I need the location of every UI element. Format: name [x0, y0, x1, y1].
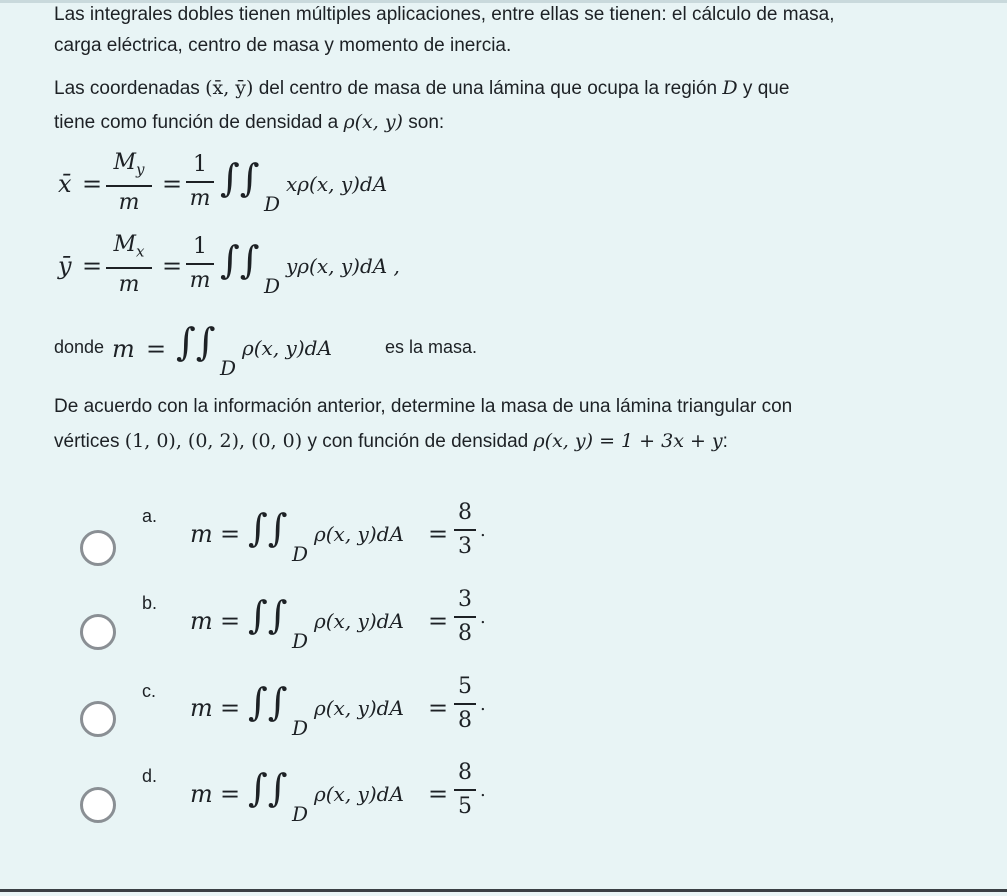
centroid-text-d: tiene como función de densidad a	[54, 112, 339, 133]
mass-formula	[54, 318, 514, 388]
option-c-formula	[190, 674, 510, 750]
density-math: ρ(x, y)	[343, 111, 403, 133]
equals-sign: =	[428, 607, 449, 635]
xbar-fraction-1	[106, 150, 152, 216]
fraction-numerator: 8	[458, 500, 472, 525]
double-integral-icon: ∫∫	[220, 238, 260, 282]
xbar-integrand: xρ(x, y)dA	[286, 172, 388, 196]
equals-sign: =	[220, 520, 241, 548]
option-a-radio[interactable]	[80, 530, 116, 566]
ybar-fraction-1	[106, 232, 152, 298]
question-text-a: vértices	[54, 431, 120, 452]
xbar-formula	[54, 150, 474, 220]
centroid-coords-math: (x̄, ȳ)	[205, 77, 254, 99]
xbar-symbol: x̄	[58, 170, 72, 198]
centroid-text-c: y que	[742, 78, 790, 99]
equals-sign: =	[162, 252, 183, 280]
question-text-b: y con función de densidad	[307, 431, 529, 452]
centroid-text-e: son:	[408, 112, 445, 133]
fraction-denominator: m	[189, 185, 211, 211]
fraction-numerator: 5	[458, 674, 472, 699]
ybar-integrand: yρ(x, y)dA ,	[286, 254, 400, 278]
period: .	[480, 520, 486, 541]
equals-sign: =	[146, 335, 167, 363]
mass-integrand: ρ(x, y)dA	[242, 336, 332, 360]
option-d-fraction	[454, 760, 476, 820]
option-a-letter: a.	[142, 506, 158, 526]
density-function-math: ρ(x, y) = 1 + 3x + y	[533, 430, 723, 452]
option-b-letter: b.	[142, 593, 158, 613]
option-c-letter: c.	[142, 681, 157, 701]
option-b-fraction	[454, 587, 476, 647]
region-subscript: D	[264, 192, 281, 216]
ybar-symbol: ȳ	[58, 252, 72, 280]
equals-sign: =	[162, 170, 183, 198]
option-c-fraction	[454, 674, 476, 734]
option-integrand: ρ(x, y)dA	[314, 522, 404, 546]
fraction-denominator: 5	[458, 793, 472, 819]
vertices-math: (1, 0), (0, 2), (0, 0)	[124, 430, 303, 452]
option-a-formula	[190, 500, 510, 576]
region-subscript: D	[292, 802, 309, 826]
equals-sign: =	[220, 694, 241, 722]
region-symbol: D	[722, 77, 738, 99]
centroid-text-a: Las coordenadas	[54, 78, 200, 99]
double-integral-icon: ∫∫	[248, 506, 288, 550]
double-integral-icon: ∫∫	[176, 320, 216, 364]
region-subscript: D	[264, 274, 281, 298]
option-a-fraction	[454, 500, 476, 560]
fraction-denominator: 8	[458, 707, 472, 733]
fraction-numerator: 1	[193, 234, 207, 259]
region-subscript: D	[292, 716, 309, 740]
equals-sign: =	[220, 780, 241, 808]
mass-post-text: es la masa.	[385, 337, 478, 357]
region-subscript: D	[220, 356, 237, 380]
option-d-letter: d.	[142, 766, 158, 786]
moment-subscript: x	[136, 242, 145, 261]
option-b-formula	[190, 587, 510, 663]
equals-sign: =	[428, 780, 449, 808]
fraction-numerator: 1	[193, 152, 207, 177]
region-subscript: D	[292, 542, 309, 566]
fraction-numerator: 3	[458, 587, 472, 612]
fraction-denominator: 3	[458, 533, 472, 559]
option-d-radio[interactable]	[80, 787, 116, 823]
equals-sign: =	[220, 607, 241, 635]
mass-symbol: m	[190, 607, 213, 635]
moment-subscript: y	[136, 160, 145, 179]
centroid-line-2	[54, 109, 444, 136]
double-integral-icon: ∫∫	[248, 593, 288, 637]
bottom-divider	[0, 889, 1007, 892]
moment-symbol: M	[113, 150, 137, 175]
option-integrand: ρ(x, y)dA	[314, 609, 404, 633]
question-colon: :	[722, 431, 728, 452]
ybar-formula	[54, 232, 474, 302]
equals-sign: =	[82, 252, 103, 280]
question-line-1: De acuerdo con la información anterior, determine la masa de una lámina triangular con	[54, 396, 793, 417]
moment-symbol: M	[113, 232, 137, 257]
fraction-numerator: 8	[458, 760, 472, 785]
option-integrand: ρ(x, y)dA	[314, 782, 404, 806]
intro-line-1: Las integrales dobles tienen múltiples aplicaciones, entre ellas se tienen: el cálculo de masa,	[54, 4, 835, 25]
mass-symbol: m	[190, 780, 213, 808]
xbar-fraction-2	[186, 152, 214, 212]
option-b-radio[interactable]	[80, 614, 116, 650]
centroid-line-1	[54, 75, 789, 102]
ybar-fraction-2	[186, 234, 214, 294]
equals-sign: =	[82, 170, 103, 198]
fraction-denominator: 8	[458, 620, 472, 646]
option-d-formula	[190, 760, 510, 836]
equals-sign: =	[428, 520, 449, 548]
fraction-denominator: m	[118, 271, 140, 297]
centroid-text-b: del centro de masa de una lámina que ocupa la región	[258, 78, 718, 99]
option-integrand: ρ(x, y)dA	[314, 696, 404, 720]
equals-sign: =	[428, 694, 449, 722]
mass-symbol: m	[190, 520, 213, 548]
period: .	[480, 780, 486, 801]
double-integral-icon: ∫∫	[248, 680, 288, 724]
fraction-denominator: m	[189, 267, 211, 293]
period: .	[480, 607, 486, 628]
period: .	[480, 694, 486, 715]
mass-symbol: m	[190, 694, 213, 722]
mass-symbol: m	[112, 335, 135, 363]
double-integral-icon: ∫∫	[248, 766, 288, 810]
fraction-denominator: m	[118, 189, 140, 215]
double-integral-icon: ∫∫	[220, 156, 260, 200]
option-c-radio[interactable]	[80, 701, 116, 737]
mass-pre-text: donde	[54, 337, 105, 357]
intro-line-2: carga eléctrica, centro de masa y momento de inercia.	[54, 35, 512, 56]
region-subscript: D	[292, 629, 309, 653]
question-line-2	[54, 428, 728, 455]
